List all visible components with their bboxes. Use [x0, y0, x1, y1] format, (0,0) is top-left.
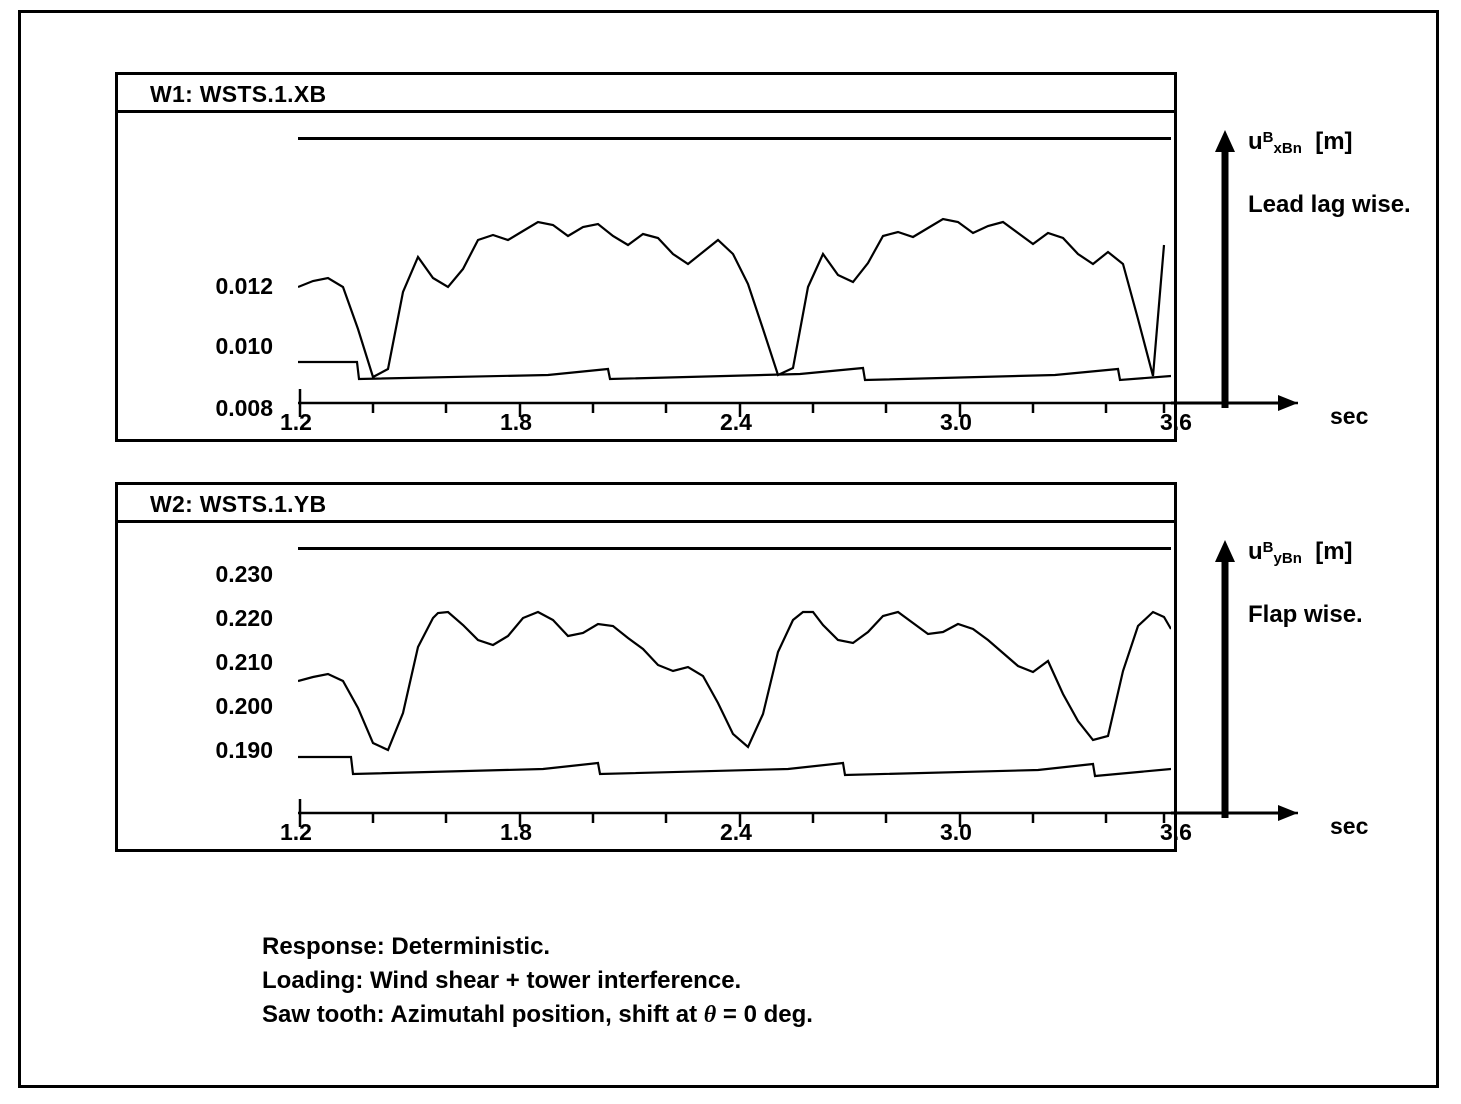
quantity-sub-w2: yBn: [1273, 550, 1302, 567]
x-tick-label: 1.8: [500, 409, 532, 435]
caption-line-3-post: = 0 deg.: [716, 1001, 813, 1028]
plot-area-w2: [298, 547, 1171, 797]
x-tick-label: 2.4: [720, 819, 752, 845]
x-tick-label: 3.6: [1160, 409, 1192, 435]
caption-line-3-pre: Saw tooth: Azimutahl position, shift at: [262, 1001, 704, 1028]
figure-caption: [262, 930, 813, 1032]
y-tick-label: 0.210: [215, 649, 273, 675]
x-tick-label: 1.2: [280, 409, 312, 435]
y-axis-arrow-w1: [1205, 130, 1245, 410]
y-tick-label: 0.200: [215, 693, 273, 719]
quantity-description-w1: Lead lag wise.: [1248, 191, 1411, 218]
chart-panel-w1: [115, 72, 1192, 442]
caption-line-1: Response: Deterministic.: [262, 933, 551, 960]
caption-line-3: [262, 998, 813, 1032]
quantity-sup-w1: B: [1262, 129, 1274, 146]
x-tick-label: 3.0: [940, 819, 972, 845]
plot-curves-w1: [298, 140, 1171, 390]
x-axis-w2: [298, 797, 1298, 847]
panel-title-w1: W1: WSTS.1.XB: [118, 75, 1174, 113]
quantity-unit-w2: [m]: [1315, 538, 1353, 565]
plot-curves-w2: [298, 550, 1171, 800]
x-tick-label: 1.8: [500, 819, 532, 845]
panel-title-w2: W2: WSTS.1.YB: [118, 485, 1174, 523]
y-tick-label: 0.220: [215, 605, 273, 631]
quantity-sub-w1: xBn: [1273, 140, 1302, 157]
chart-panel-w2: [115, 482, 1192, 852]
plot-area-w1: [298, 137, 1171, 387]
y-tick-label: 0.010: [215, 333, 273, 359]
x-axis-unit-w2: sec: [1330, 813, 1369, 839]
quantity-annotation-w1: [1248, 128, 1411, 219]
theta-symbol: θ: [703, 1002, 717, 1028]
y-tick-label: 0.190: [215, 737, 273, 763]
quantity-description-w2: Flap wise.: [1248, 601, 1363, 628]
x-axis-unit-w1: sec: [1330, 403, 1369, 429]
y-axis-labels-w2: [138, 547, 273, 797]
y-axis-labels-w1: [138, 137, 273, 421]
x-tick-label: 3.0: [940, 409, 972, 435]
x-tick-label: 1.2: [280, 819, 312, 845]
quantity-base-w1: u: [1248, 128, 1263, 155]
quantity-annotation-w2: [1248, 538, 1363, 629]
caption-line-2: Loading: Wind shear + tower interference.: [262, 967, 742, 994]
y-axis-arrow-w2: [1205, 540, 1245, 820]
y-tick-label: 0.230: [215, 561, 273, 587]
y-tick-label: 0.012: [215, 273, 273, 299]
quantity-unit-w1: [m]: [1315, 128, 1353, 155]
y-tick-label: 0.008: [215, 395, 273, 421]
quantity-sup-w2: B: [1262, 539, 1274, 556]
x-tick-label: 2.4: [720, 409, 752, 435]
x-axis-w1: [298, 387, 1298, 437]
x-tick-label: 3.6: [1160, 819, 1192, 845]
quantity-base-w2: u: [1248, 538, 1263, 565]
